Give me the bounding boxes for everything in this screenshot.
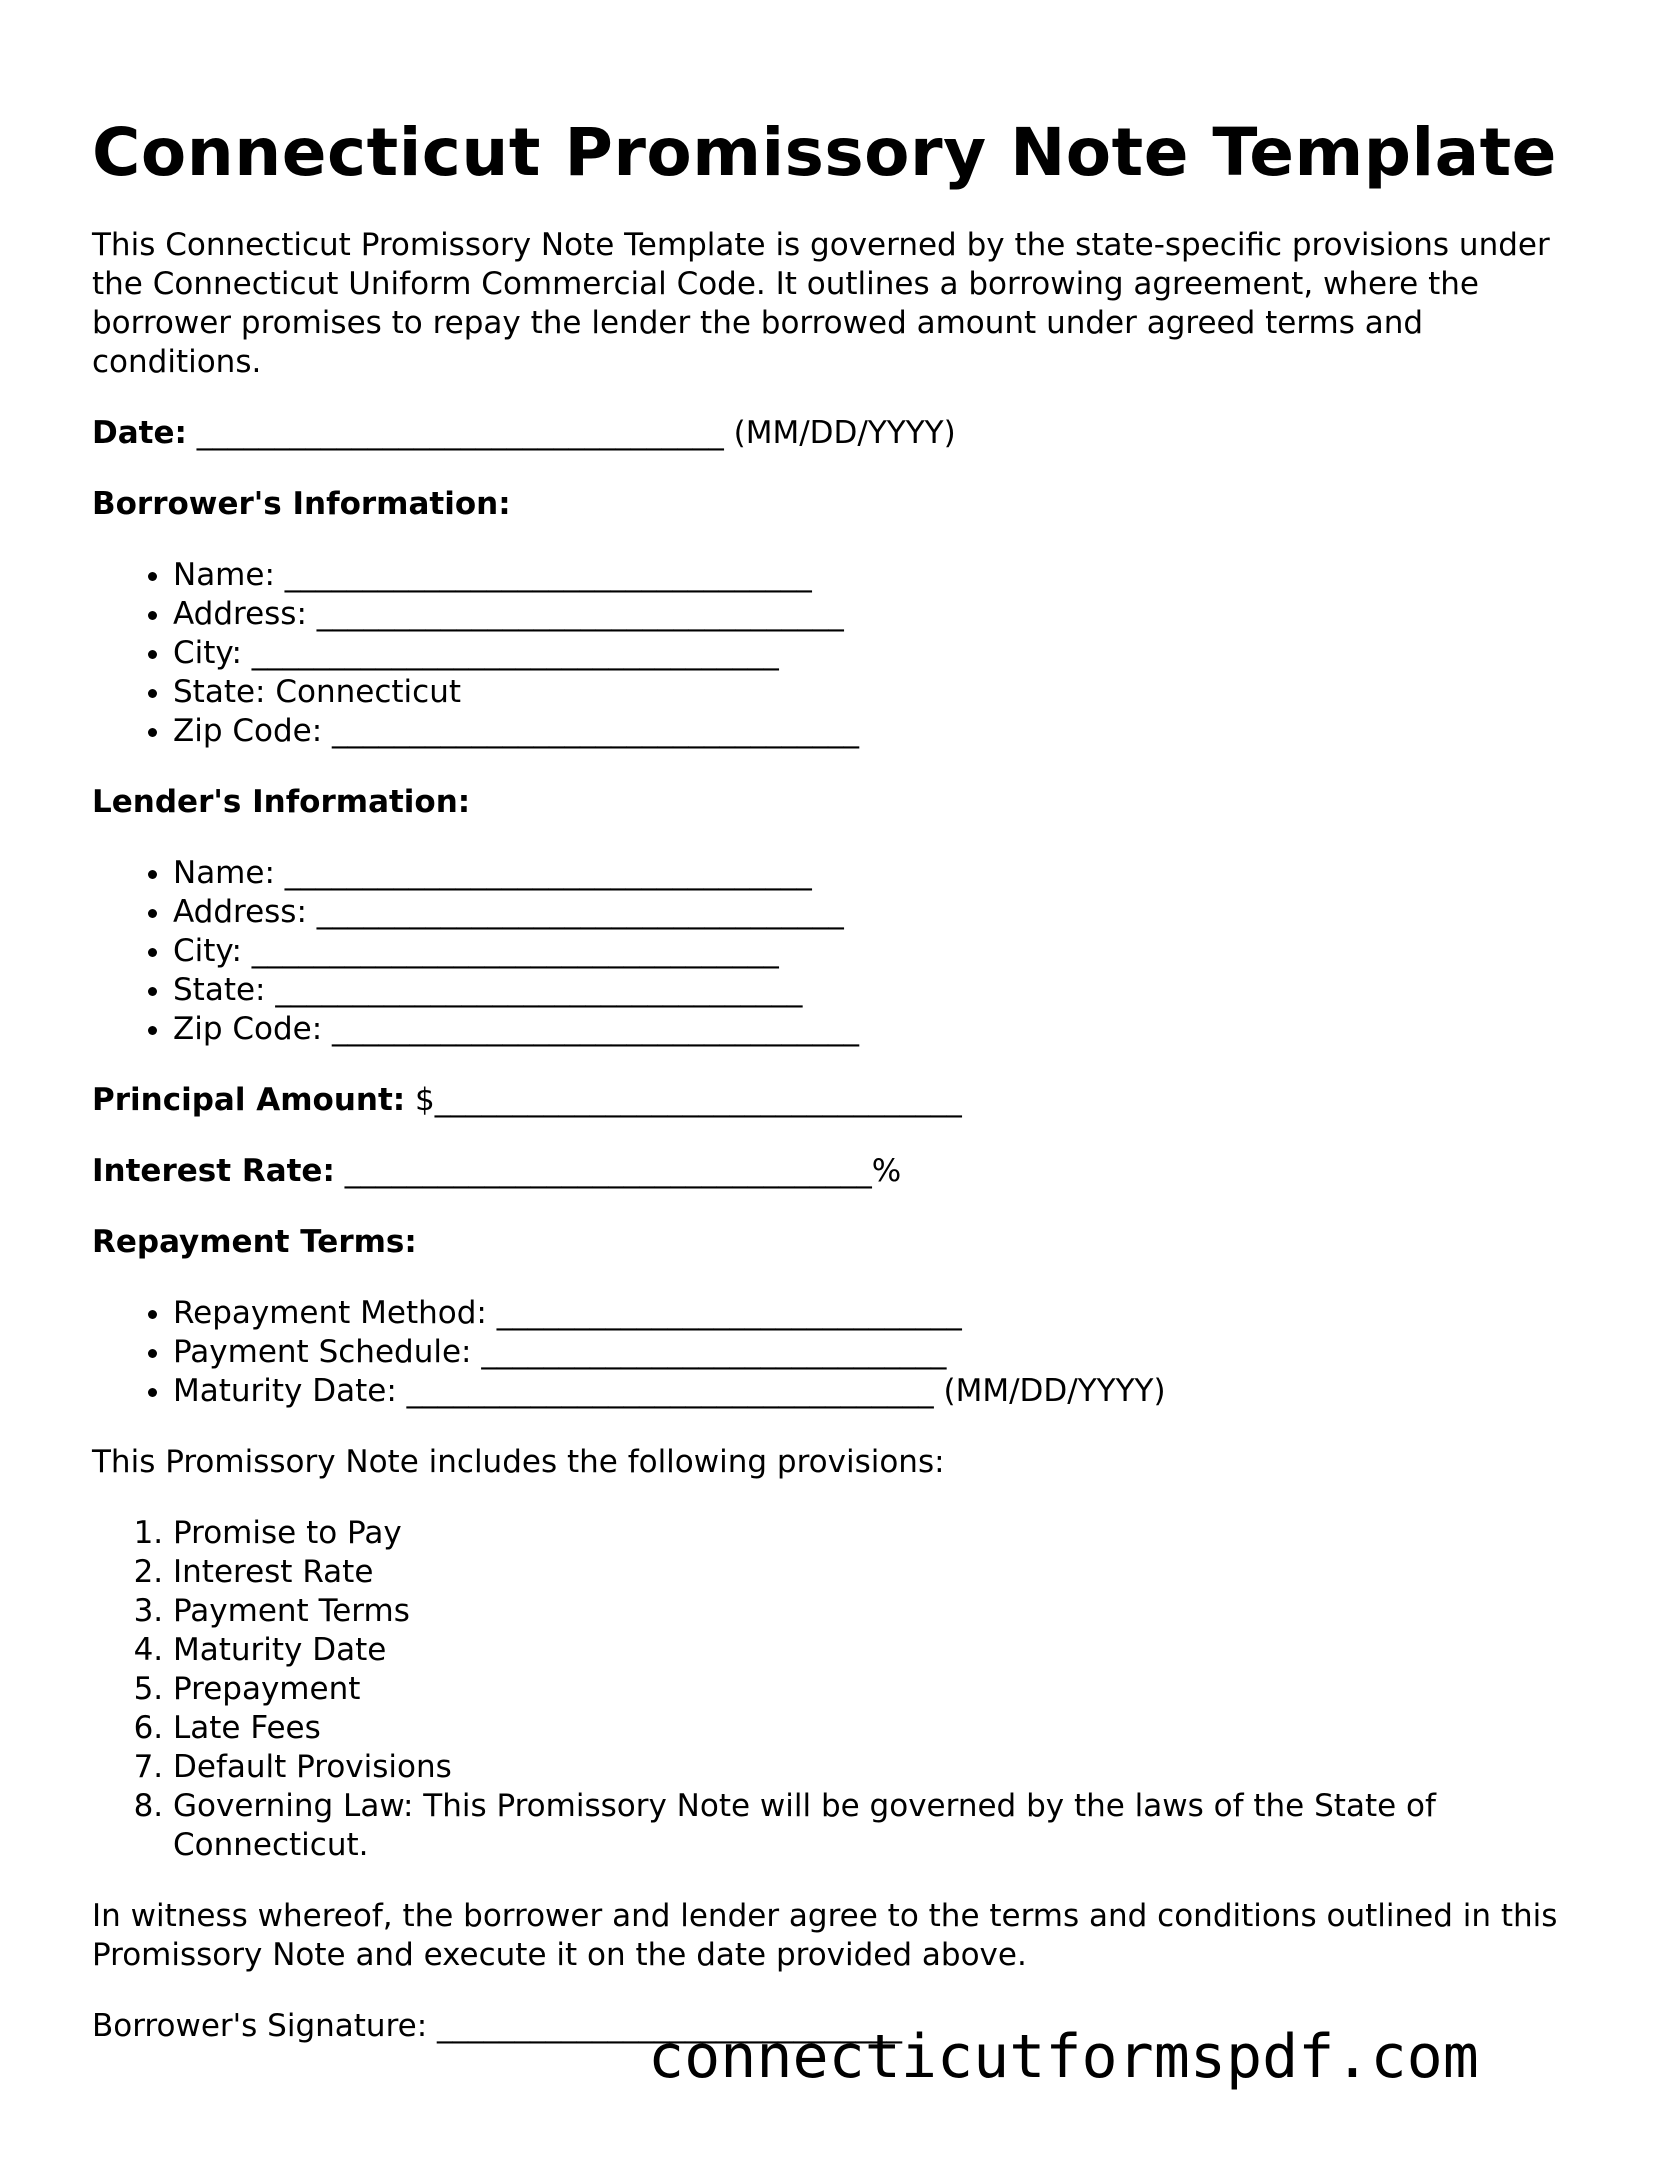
lender-heading: Lender's Information:	[92, 784, 471, 820]
provision-item: 4. Maturity Date	[173, 1631, 1592, 1670]
borrower-address-field: • Address: __________________________________	[173, 595, 1592, 634]
date-blank: __________________________________	[186, 415, 734, 451]
provision-item: 8. Governing Law: This Promissory Note will be governed by the laws of the State of Connecticut.	[173, 1787, 1592, 1865]
borrower-signature-field: Borrower's Signature: ______________________________	[92, 2008, 903, 2044]
provision-item: 3. Payment Terms	[173, 1592, 1592, 1631]
repayment-terms-list	[92, 1294, 1592, 1411]
borrower-city-field: • City: __________________________________	[173, 634, 1592, 673]
provision-item: 5. Prepayment	[173, 1670, 1592, 1709]
lender-address-field: • Address: __________________________________	[173, 893, 1592, 932]
principal-label: Principal Amount:	[92, 1082, 406, 1118]
intro-paragraph: This Connecticut Promissory Note Template is governed by the state-specific provisions under the Connecticut Uniform Commercial Code. It outlines a borrowing agreement, where the borrower promises to repay the lender the borrowed amount under agreed terms and conditions.	[92, 227, 1550, 380]
lender-zip-field: • Zip Code: __________________________________	[173, 1010, 1592, 1049]
repayment-method-field: • Repayment Method: ______________________________	[173, 1294, 1592, 1333]
interest-field	[92, 1152, 1592, 1191]
date-field	[92, 414, 1592, 453]
interest-label: Interest Rate:	[92, 1153, 335, 1189]
provision-item: 1. Promise to Pay	[173, 1514, 1592, 1553]
borrower-name-field: • Name: __________________________________	[173, 556, 1592, 595]
lender-city-field: • City: __________________________________	[173, 932, 1592, 971]
borrower-heading: Borrower's Information:	[92, 486, 511, 522]
payment-schedule-field: • Payment Schedule: ______________________________	[173, 1333, 1592, 1372]
lender-name-field: • Name: __________________________________	[173, 854, 1592, 893]
witness-paragraph: In witness whereof, the borrower and lender agree to the terms and conditions outlined in this Promissory Note and execute it on the date provided above.	[92, 1898, 1558, 1973]
document-title: Connecticut Promissory Note Template	[92, 114, 1557, 191]
maturity-date-field: • Maturity Date: __________________________________ (MM/DD/YYYY)	[173, 1372, 1592, 1411]
provisions-list	[92, 1514, 1592, 1865]
site-watermark: connecticutformspdf.com	[648, 2022, 1479, 2092]
provision-item: 6. Late Fees	[173, 1709, 1592, 1748]
borrower-info-list	[92, 556, 1592, 751]
date-label: Date:	[92, 415, 187, 451]
principal-blank: $__________________________________	[405, 1082, 962, 1118]
repayment-heading: Repayment Terms:	[92, 1224, 417, 1260]
provision-item: 2. Interest Rate	[173, 1553, 1592, 1592]
borrower-state-field: • State: Connecticut	[173, 673, 1592, 712]
interest-blank: __________________________________%	[334, 1153, 902, 1189]
lender-state-field: • State: __________________________________	[173, 971, 1592, 1010]
lender-info-list	[92, 854, 1592, 1049]
document-page	[92, 108, 1592, 2046]
date-format: (MM/DD/YYYY)	[733, 415, 956, 451]
borrower-zip-field: • Zip Code: __________________________________	[173, 712, 1592, 751]
provisions-intro: This Promissory Note includes the following provisions:	[92, 1444, 945, 1480]
provision-item: 7. Default Provisions	[173, 1748, 1592, 1787]
principal-field	[92, 1081, 1592, 1120]
